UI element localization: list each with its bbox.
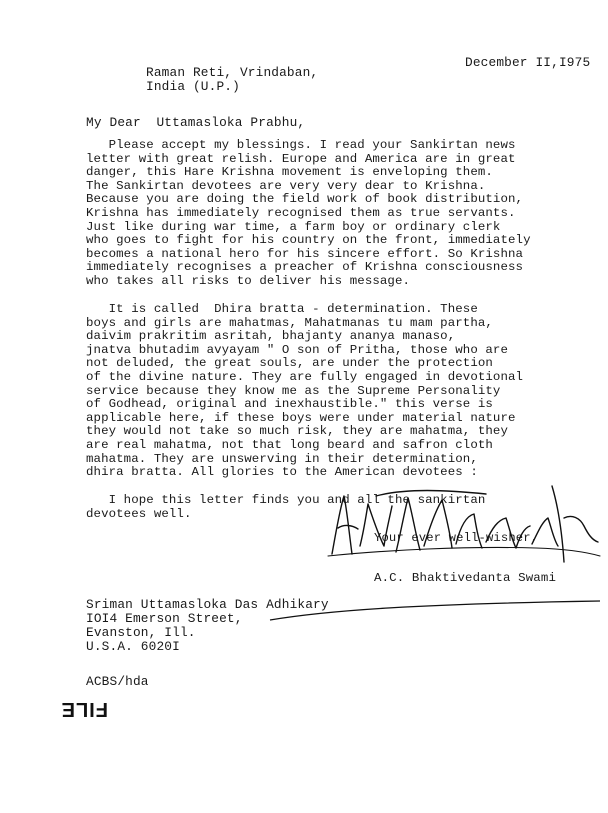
paragraph-line: immediately recognises a preacher of Krishna consciousness [86,260,524,275]
sender-address-line-2: India (U.P.) [146,79,240,94]
paragraph-line: of Godhead, original and inexhaustible." this verse is [86,397,493,412]
paragraph-line: Please accept my blessings. I read your Sankirtan news [86,138,516,152]
letter-date: December II,I975 [465,55,591,70]
recipient-line-2: IOI4 Emerson Street, [86,611,243,626]
paragraph-line: of the divine nature. They are fully engaged in devotional [86,369,524,384]
paragraph-line: not deluded, the great souls, are under the protection [86,356,493,371]
paragraph-line: danger, this Hare Krishna movement is enveloping them. [86,165,493,180]
paragraph-line: service because they know me as the Supreme Personality [86,383,501,398]
closing: Your ever well-wisher, [374,531,539,545]
paragraph-line: It is called Dhira bratta - determination. These [86,302,478,316]
reference-initials: ACBS/hda [86,674,149,689]
sender-address-line-1: Raman Reti, Vrindaban, [146,65,319,80]
paragraph-line: jnatva bhutadim avyayam " O son of Pritha, those who are [86,342,508,357]
paragraph-line: The Sankirtan devotees are very very dear to Krishna. [86,178,486,193]
svg-text:FILE: FILE [60,698,108,720]
paragraph-line: Just like during war time, a farm boy or ordinary clerk [86,219,501,234]
paragraph-line: daivim prakritim asritah, bhajanty ananya manaso, [86,329,456,344]
paragraph-line: mahatma. They are unswerving in their determination, [86,451,478,466]
paragraph-line: who goes to fight for his country on the front, immediately [86,233,531,248]
paragraph-line: devotees well. [86,506,192,521]
signatory-name: A.C. Bhaktivedanta Swami [374,571,557,585]
paragraph-line: Because you are doing the field work of book distribution, [86,192,524,207]
paragraph-line: who takes all risks to deliver his message. [86,273,411,288]
paragraph-line: are real mahatma, not that long beard and safron cloth [86,437,493,452]
paragraph-line: they would not take so much risk, they are mahatma, they [86,424,508,439]
salutation: My Dear Uttamasloka Prabhu, [86,115,306,130]
recipient-line-3: Evanston, Ill. [86,625,196,640]
paragraph-line: Krishna has immediately recognised them as true servants. [86,205,516,220]
recipient-line-4: U.S.A. 6020I [86,639,180,654]
paragraph-line: I hope this letter finds you and all the sankirtan [86,493,486,507]
paragraph-line: letter with great relish. Europe and America are in great [86,151,516,166]
recipient-line-1: Sriman Uttamasloka Das Adhikary [86,597,329,612]
paragraph-line: applicable here, if these boys were under material nature [86,410,516,425]
paragraph-line: becomes a national hero for his sincere effort. So Krishna [86,246,524,261]
file-stamp-icon [58,694,114,726]
paragraph-line: boys and girls are mahatmas, Mahatmanas tu mam partha, [86,315,493,330]
paragraph-line: dhira bratta. All glories to the American devotees : [86,465,478,480]
